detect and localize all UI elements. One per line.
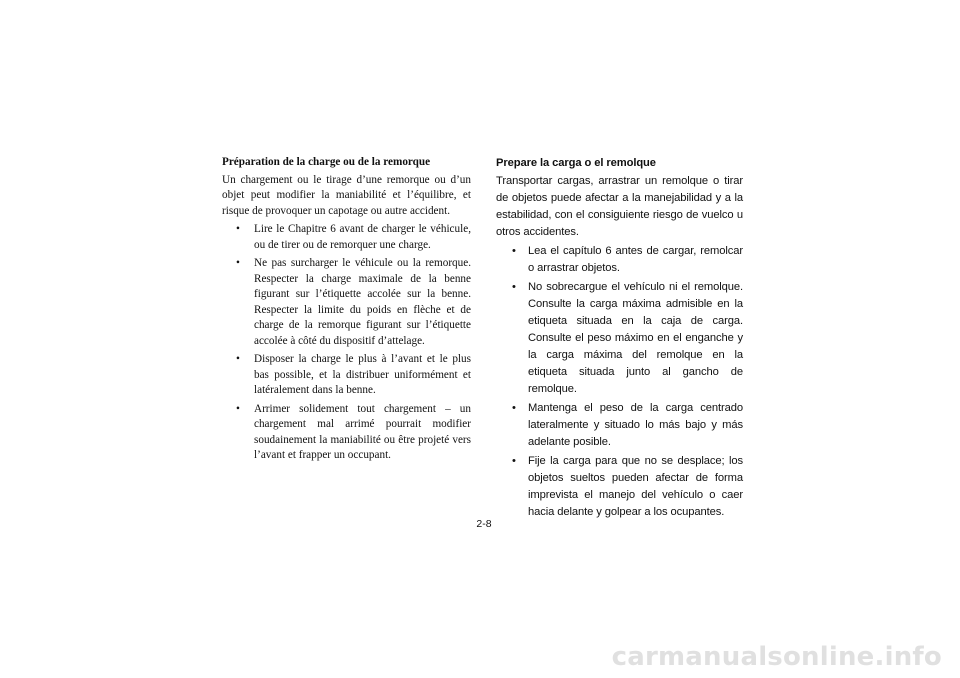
spanish-bullet-text: Fije la carga para que no se desplace; los objetos sueltos pueden afectar de forma imprevista el manejo del vehículo o caer hacia delante y golpear a los ocupantes. xyxy=(528,455,743,518)
french-bullet-list xyxy=(222,222,471,464)
bullet-icon: • xyxy=(512,281,516,293)
bullet-icon: • xyxy=(236,223,240,235)
watermark: carmanualsonline.info xyxy=(611,642,942,672)
spanish-bullet-text: No sobrecargue el vehículo ni el remolque. Consulte la carga máxima admisible en la etiqueta situada en la caja de carga. Consulte el peso máximo en el enganche y la carga máxima del remolque en la etiqueta situada junto al gancho de remolque. xyxy=(528,281,743,395)
french-bullet-item xyxy=(222,402,471,464)
bullet-icon: • xyxy=(236,353,240,365)
bullet-icon: • xyxy=(512,245,516,257)
french-column xyxy=(222,155,471,464)
bullet-icon: • xyxy=(236,402,240,415)
spanish-bullet-item xyxy=(496,453,743,521)
spanish-column xyxy=(496,155,743,521)
bullet-icon: • xyxy=(512,402,516,414)
spanish-bullet-list xyxy=(496,243,743,521)
spanish-intro: Transportar cargas, arrastrar un remolque o tirar de objetos puede afectar a la manejabilidad y a la estabilidad, con el consiguiente riesgo de vuelco u otros accidentes. xyxy=(496,175,743,238)
spanish-bullet-text: Mantenga el peso de la carga centrado lateralmente y situado lo más bajo y más adelante posible. xyxy=(528,402,743,448)
page-number: 2-8 xyxy=(476,518,492,530)
french-bullet-text: Arrimer solidement tout chargement – un chargement mal arrimé pourrait modifier soudainement la maniabilité ou être projeté vers l’avant et frapper un occupant. xyxy=(254,402,471,461)
french-bullet-item xyxy=(222,222,471,253)
bullet-icon: • xyxy=(236,257,240,269)
french-bullet-text: Ne pas surcharger le véhicule ou la remorque. Respecter la charge maximale de la benne figurant sur l’étiquette accolée sur la benne. Respecter la limite du poids en flèche et de charge de la remorque figurant sur l’étiquette accolée à côté du dispositif d’attelage. xyxy=(254,257,471,347)
bullet-icon: • xyxy=(512,455,516,467)
spanish-bullet-item xyxy=(496,279,743,398)
french-bullet-item xyxy=(222,352,471,399)
french-bullet-text: Lire le Chapitre 6 avant de charger le véhicule, ou de tirer ou de remorquer une charge. xyxy=(254,223,471,251)
french-heading: Préparation de la charge ou de la remorque xyxy=(222,156,431,168)
french-intro: Un chargement ou le tirage d’une remorque ou d’un objet peut modifier la maniabilité et l’équilibre, et risque de provoquer un capotage ou autre accident. xyxy=(222,173,471,217)
spanish-heading: Prepare la carga o el remolque xyxy=(496,157,656,169)
french-bullet-text: Disposer la charge le plus à l’avant et le plus bas possible, et la distribuer uniformément et latéralement dans la benne. xyxy=(254,353,471,396)
spanish-bullet-text: Lea el capítulo 6 antes de cargar, remolcar o arrastrar objetos. xyxy=(528,245,743,274)
spanish-bullet-item xyxy=(496,243,743,277)
french-bullet-item xyxy=(222,256,471,349)
spanish-bullet-item xyxy=(496,400,743,451)
